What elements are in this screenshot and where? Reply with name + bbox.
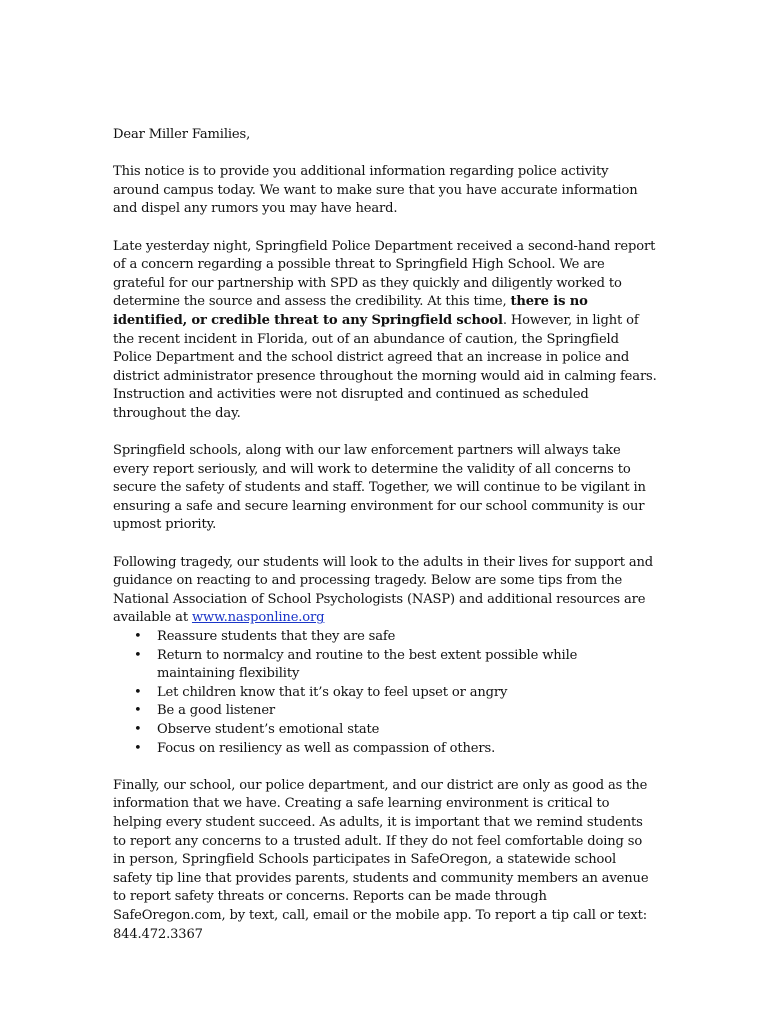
list-item [113,721,658,740]
salutation: Dear Miller Families, [113,127,251,142]
list-item [113,702,658,721]
list-item [113,628,658,647]
no-credible-threat-statement: there is no identified, or credible threat to any Springfield school [113,294,588,328]
bullet-icon: • [134,703,142,719]
letter-body [113,126,658,963]
closing-paragraph: Finally, our school, our police department, and our district are only as good as the information that we have. Creating a safe learning environment is critical to helping every student succeed. As adults, it is important that we remind students to report any concerns to a trusted adult. If they do not feel comfortable doing so in person, Springfield Schools participates in SafeOregon, a statewide school safety tip line that provides parents, students and community members an avenue to report safety threats or concerns. Reports can be made through SafeOregon.com, by text, call, email or the mobile app. To report a tip call or text: 844.472.3367 [113,777,649,942]
bullet-icon: • [134,684,142,700]
tips-list [113,628,658,758]
tip-text: Focus on resiliency as well as compassion of others. [157,740,496,756]
bullet-icon: • [134,629,142,645]
tip-text: Return to normalcy and routine to the best extent possible while maintaining flexibility [157,647,578,682]
list-item [113,740,658,759]
nasp-paragraph-text: Following tragedy, our students will look to the adults in their lives for support and guidance on reacting to and processing tragedy. Below are some tips from the National Association of School Psychologists (NASP) and additional resources are available at [113,554,654,626]
threat-paragraph-text-end: . However, in light of the recent incident in Florida, out of an abundance of caution, the Springfield Police Department and the school district agreed that an increase in police and district administrator presence throughout the morning would aid in calming fears. Instruction and activities were not disrupted and continued as scheduled throughout the day. [113,312,657,421]
threat-paragraph-text-start: Late yesterday night, Springfield Police Department received a second-hand report of a concern regarding a possible threat to Springfield High School. We are grateful for our partnership with SPD as they quickly and diligently worked to determine the source and assess the credibility. At this time, [113,238,656,310]
list-item [113,647,658,684]
tip-text: Let children know that it’s okay to feel upset or angry [157,684,508,700]
bullet-icon: • [134,740,142,756]
list-item [113,684,658,703]
nasp-paragraph [113,554,658,628]
nasp-link[interactable]: www.nasponline.org [191,610,325,626]
tip-text: Reassure students that they are safe [157,629,396,645]
partners-paragraph: Springfield schools, along with our law enforcement partners will always take every report seriously, and will work to determine the validity of all concerns to secure the safety of students and staff. Together, we will continue to be vigilant in ensuring a safe and secure learning environment for our school community is our upmost priority. [113,443,646,533]
tip-text: Observe student’s emotional state [157,722,380,737]
bullet-icon: • [134,647,142,663]
intro-paragraph: This notice is to provide you additional information regarding police activity around campus today. We want to make sure that you have accurate information and dispel any rumors you may have heard. [113,164,638,217]
bullet-icon: • [134,722,142,737]
tip-text: Be a good listener [157,703,276,719]
threat-paragraph [113,238,658,424]
